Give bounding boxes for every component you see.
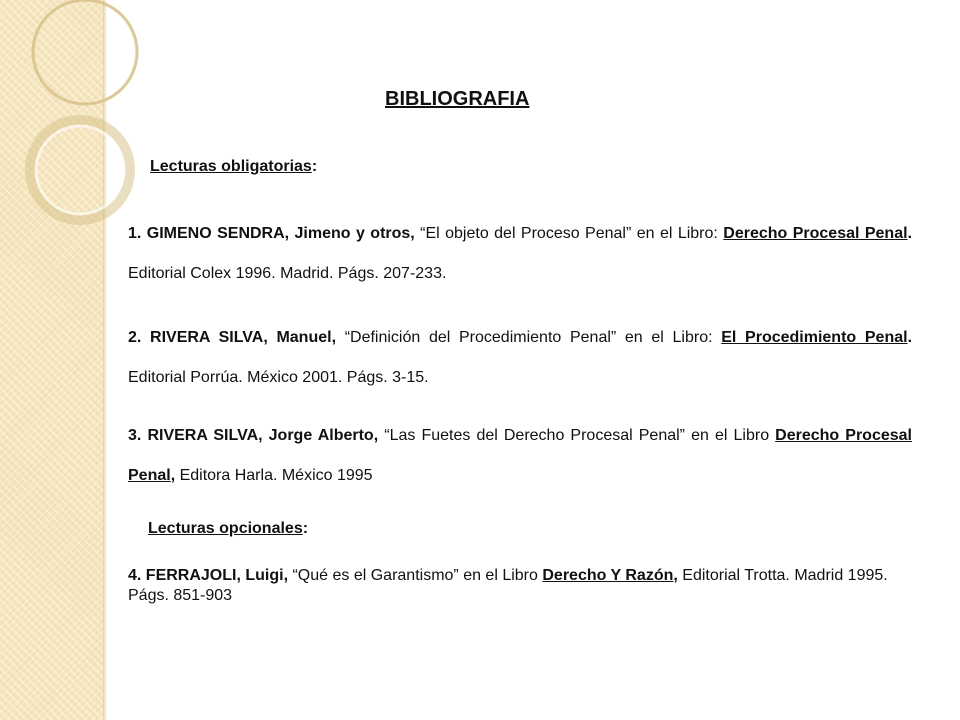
reference-item-1 <box>128 214 912 294</box>
reference-punct: . <box>907 329 913 346</box>
optional-heading-colon: : <box>302 520 309 537</box>
reference-book: Derecho Procesal Penal <box>723 225 908 242</box>
mandatory-heading-text: Lecturas obligatorias <box>150 158 312 175</box>
reference-punct: , <box>170 467 176 484</box>
reference-author: FERRAJOLI, Luigi, <box>145 567 289 584</box>
reference-chapter: “Las Fuetes del Derecho Procesal Penal” en el Libro <box>378 427 776 444</box>
optional-readings-heading <box>148 520 308 538</box>
reference-book: Derecho Y Razón <box>542 567 674 584</box>
page-title: BIBLIOGRAFIA <box>385 88 530 110</box>
reference-details: Editorial Colex 1996. Madrid. Págs. 207-233. <box>128 265 447 282</box>
reference-chapter: “El objeto del Proceso Penal” en el Libro: <box>414 225 724 242</box>
reference-details: Editorial Porrúa. México 2001. Págs. 3-15. <box>128 369 429 386</box>
reference-item-4 <box>128 566 912 606</box>
reference-author: RIVERA SILVA, Manuel, <box>150 329 337 346</box>
reference-author: RIVERA SILVA, Jorge Alberto, <box>147 427 379 444</box>
mandatory-readings-heading <box>150 158 317 176</box>
reference-details: Editorial Trotta. Madrid 1995. Págs. 851-903 <box>128 567 888 604</box>
reference-number: 2. <box>128 329 142 346</box>
reference-chapter: “Definición del Procedimiento Penal” en el Libro: <box>336 329 722 346</box>
reference-book: Derecho Procesal Penal <box>128 427 912 484</box>
reference-chapter: “Qué es el Garantismo” en el Libro <box>288 567 543 584</box>
reference-book: El Procedimiento Penal <box>721 329 908 346</box>
reference-punct: , <box>673 567 678 584</box>
reference-item-2 <box>128 318 912 398</box>
reference-number: 4. <box>128 567 142 584</box>
reference-number: 1. <box>128 225 142 242</box>
reference-item-3 <box>128 416 912 496</box>
reference-number: 3. <box>128 427 142 444</box>
reference-punct: . <box>907 225 913 242</box>
reference-author: GIMENO SENDRA, Jimeno y otros, <box>146 225 415 242</box>
mandatory-heading-colon: : <box>311 158 318 175</box>
optional-heading-text: Lecturas opcionales <box>148 520 303 537</box>
reference-details: Editora Harla. México 1995 <box>175 467 373 484</box>
